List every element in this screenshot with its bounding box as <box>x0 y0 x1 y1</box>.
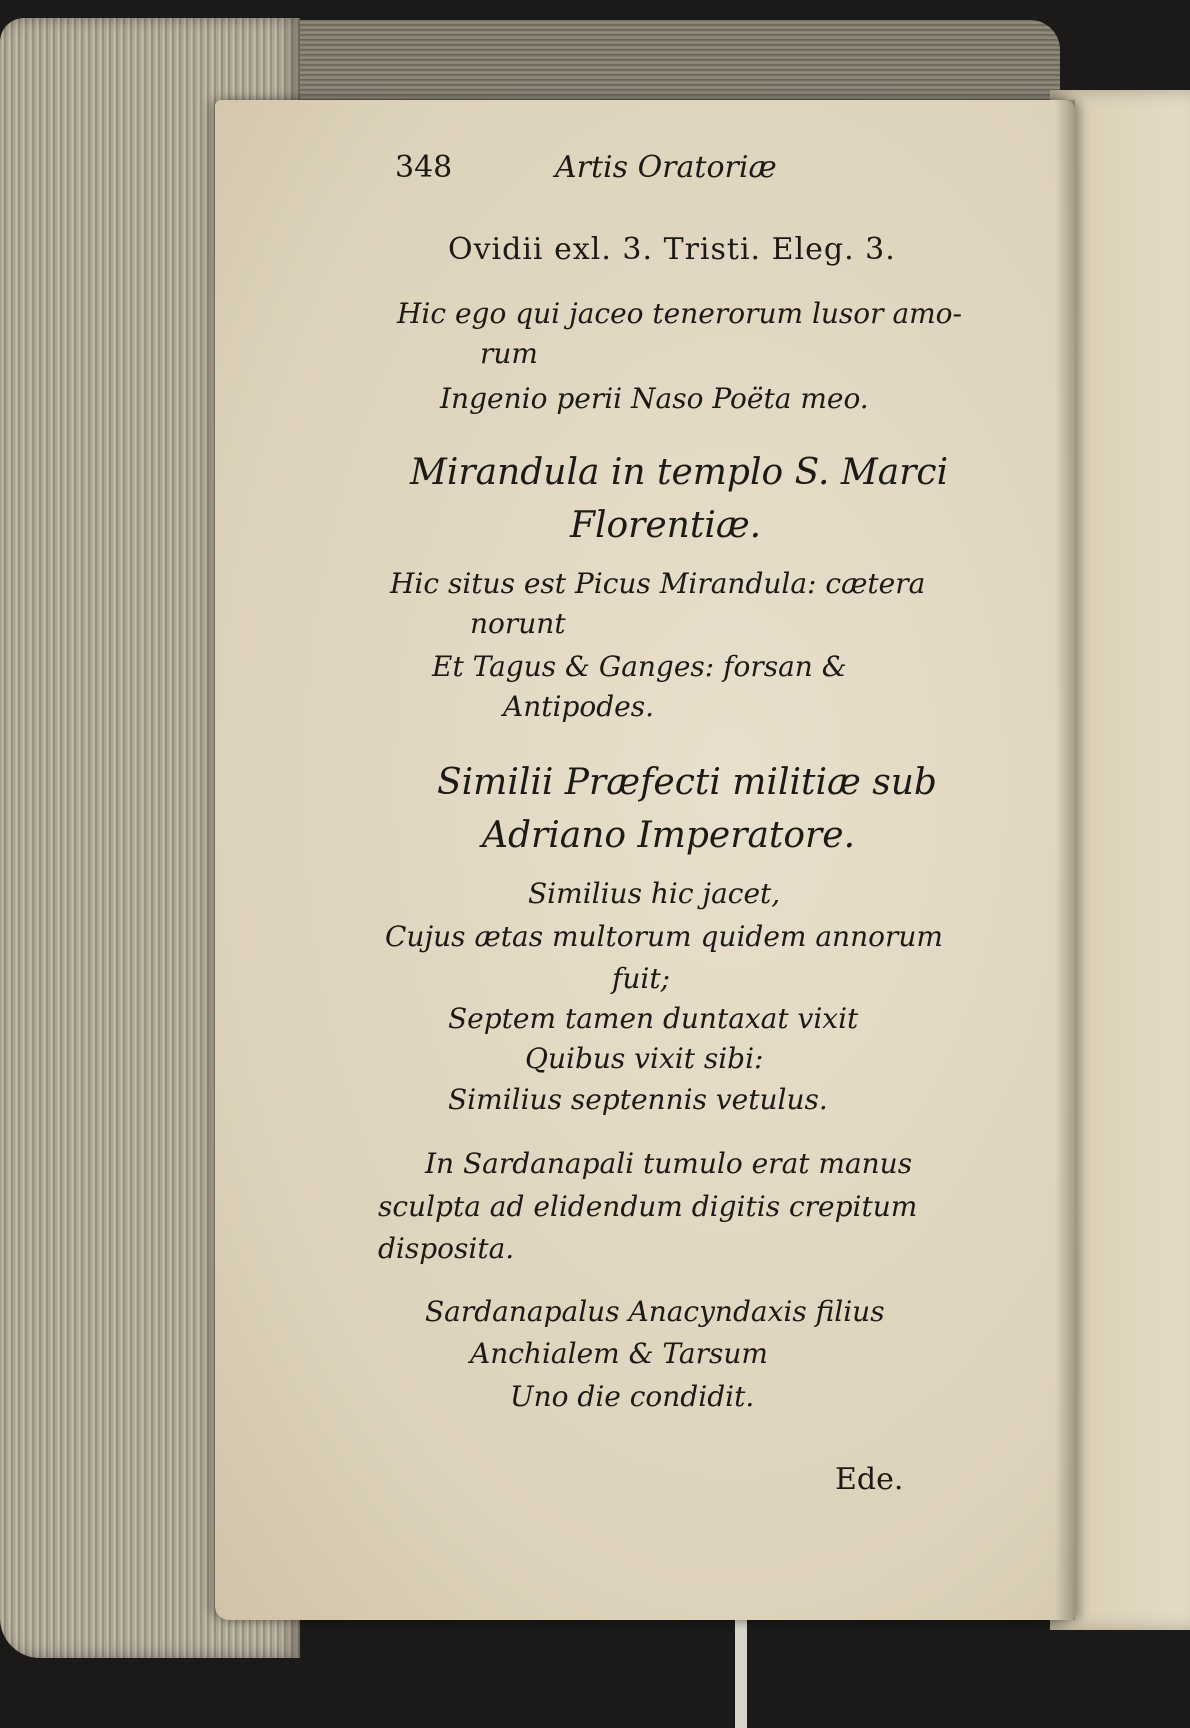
verse-line: norunt <box>470 607 566 640</box>
verse-line: Antipodes. <box>503 690 655 723</box>
verse-line: Hic situs est Picus Mirandula: cætera <box>390 567 926 600</box>
epitaph-line: Septem tamen duntaxat vixit <box>448 1002 859 1035</box>
epitaph-line: Anchialem & Tarsum <box>470 1337 768 1370</box>
epitaph-line: Uno die condidit. <box>510 1380 755 1413</box>
epitaph-line: Sardanapalus Anacyndaxis filius <box>425 1295 885 1328</box>
section-heading-ovid: Ovidii exl. 3. Tristi. Eleg. 3. <box>448 232 896 267</box>
epitaph-line: Similius septennis vetulus. <box>448 1083 828 1116</box>
epitaph-line: Similius hic jacet, <box>528 877 781 910</box>
epitaph-line: fuit; <box>612 962 671 995</box>
catchword: Ede. <box>835 1462 904 1497</box>
verse-line: rum <box>480 337 538 370</box>
prose-line: In Sardanapali tumulo erat manus <box>425 1147 913 1180</box>
section-heading-similius: Similii Præfecti militiæ sub <box>437 762 937 803</box>
section-heading-mirandula-2: Florentiæ. <box>570 505 762 546</box>
page-gutter <box>1055 100 1075 1620</box>
page-number: 348 <box>395 150 453 185</box>
section-heading-similius-2: Adriano Imperatore. <box>482 815 856 856</box>
running-title: Artis Oratoriæ <box>555 150 777 185</box>
prose-line: sculpta ad elidendum digitis crepitum <box>378 1190 918 1223</box>
verse-line: Hic ego qui jaceo tenerorum lusor amo- <box>397 297 963 330</box>
epitaph-line: Quibus vixit sibi: <box>525 1042 764 1075</box>
verse-line: Et Tagus & Ganges: forsan & <box>432 650 847 683</box>
section-heading-mirandula: Mirandula in templo S. Marci <box>410 452 949 493</box>
bookmark-strip <box>735 1620 747 1728</box>
epitaph-line: Cujus ætas multorum quidem annorum <box>385 920 943 953</box>
prose-line: disposita. <box>378 1232 515 1265</box>
verse-line: Ingenio perii Naso Poëta meo. <box>440 382 869 415</box>
